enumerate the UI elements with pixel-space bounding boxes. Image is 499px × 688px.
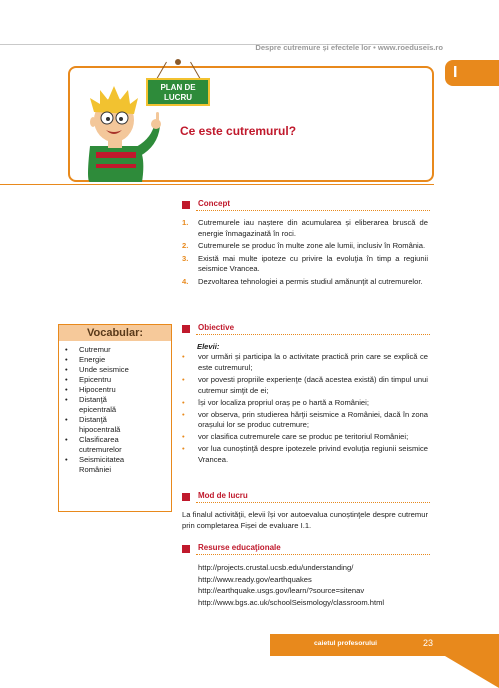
footer-label: caietul profesorului: [314, 640, 378, 647]
section-underline: [196, 502, 430, 503]
method-heading: Mod de lucru: [198, 491, 248, 500]
plan-sign: PLAN DE LUCRU: [146, 78, 210, 106]
vocabulary-item: • Hipocentru: [65, 385, 167, 395]
chapter-tab-label: I: [453, 64, 458, 81]
vocabulary-item: • Energie: [65, 355, 167, 365]
section-marker-icon: [182, 325, 190, 333]
vocabulary-item: • Clasificarea cutremurelor: [65, 435, 145, 455]
resource-link[interactable]: http://www.ready.gov/earthquakes: [198, 574, 312, 584]
section-underline: [196, 210, 430, 211]
objectives-heading-row: [182, 324, 430, 335]
objective-item: • vor clasifica cutremurele care se produc pe teritoriul României;: [182, 432, 428, 443]
section-underline: [196, 554, 430, 555]
resource-link[interactable]: http://earthquake.usgs.gov/learn/?source=sitenav: [198, 586, 365, 596]
page-footer: [270, 634, 499, 656]
objective-item: • vor povesti propriile experienţe (dacă acestea există) din timpul unui cutremur simţit de ei;: [182, 375, 428, 397]
section-marker-icon: [182, 201, 190, 209]
objective-item: • vor urmări și participa la o activitate practică prin care se explică ce este cutremurul;: [182, 352, 428, 374]
vocabulary-item: • Unde seismice: [65, 365, 167, 375]
chapter-tab: [445, 60, 499, 86]
resource-link[interactable]: http://www.bgs.ac.uk/schoolSeismology/classroom.html: [198, 597, 385, 607]
cartoon-boy-illustration: [76, 86, 164, 182]
method-heading-row: [182, 492, 430, 503]
resources-heading-row: [182, 544, 430, 555]
vocabulary-item: • Cutremur: [65, 345, 167, 355]
resources-heading: Resurse educaţionale: [198, 543, 281, 552]
concept-item: 1. Cutremurele iau naștere din acumularea și eliberarea bruscă de energie înmagazinată în roci.: [182, 218, 428, 238]
section-marker-icon: [182, 545, 190, 553]
objective-item: • își vor localiza propriul oraș pe o hartă a României;: [182, 398, 428, 409]
concept-item: 4. Dezvoltarea tehnologiei a permis studiul amănunţit al cutremurelor.: [182, 276, 423, 286]
objectives-heading: Obiective: [198, 323, 235, 332]
concept-item: 3. Există mai multe ipoteze cu privire la evoluţia în timp a regiunii seismice Vrancea.: [182, 253, 428, 274]
page-number: 23: [423, 638, 434, 648]
objectives-intro: Elevii:: [197, 342, 220, 351]
concept-heading-row: [182, 200, 430, 211]
concept-heading: Concept: [198, 199, 230, 208]
vocabulary-item: • Seismicitatea României: [65, 455, 141, 475]
objective-item: • vor observa, prin studierea hărţii seismice a României, dacă în zona orașului lor se produc cutremure;: [182, 410, 428, 432]
vocabulary-item: • Distanţă epicentrală: [65, 395, 141, 415]
section-underline: [196, 334, 430, 335]
hero-divider: [0, 184, 434, 185]
running-header: Despre cutremure și efectele lor • www.roeduseis.ro: [255, 43, 443, 52]
vocabulary-box: [58, 324, 172, 512]
objective-item: • vor lua cunoștinţă despre ipotezele privind evoluţia regiunii seismice Vrancea.: [182, 444, 428, 466]
method-text: La finalul activităţii, elevii își vor autoevalua cunoștinţele despre cutremur prin completarea Fișei de evaluare I.1.: [182, 510, 428, 530]
vocabulary-item: • Epicentru: [65, 375, 167, 385]
vocabulary-title: Vocabular:: [59, 325, 171, 341]
vocabulary-item: • Distanţă hipocentrală: [65, 415, 141, 435]
objectives-list: [182, 352, 428, 467]
concept-list: [182, 218, 428, 289]
resource-link[interactable]: http://projects.crustal.ucsb.edu/understanding/: [198, 563, 354, 572]
resources-link-list: [198, 562, 384, 608]
footer-corner-decoration: [409, 656, 499, 688]
lesson-title: Ce este cutremurul?: [180, 124, 297, 138]
section-marker-icon: [182, 493, 190, 501]
vocabulary-list: [59, 341, 171, 475]
concept-item: 2. Cutremurele se produc în multe zone ale lumii, inclusiv în România.: [182, 241, 426, 251]
sign-nail-icon: [175, 59, 181, 65]
